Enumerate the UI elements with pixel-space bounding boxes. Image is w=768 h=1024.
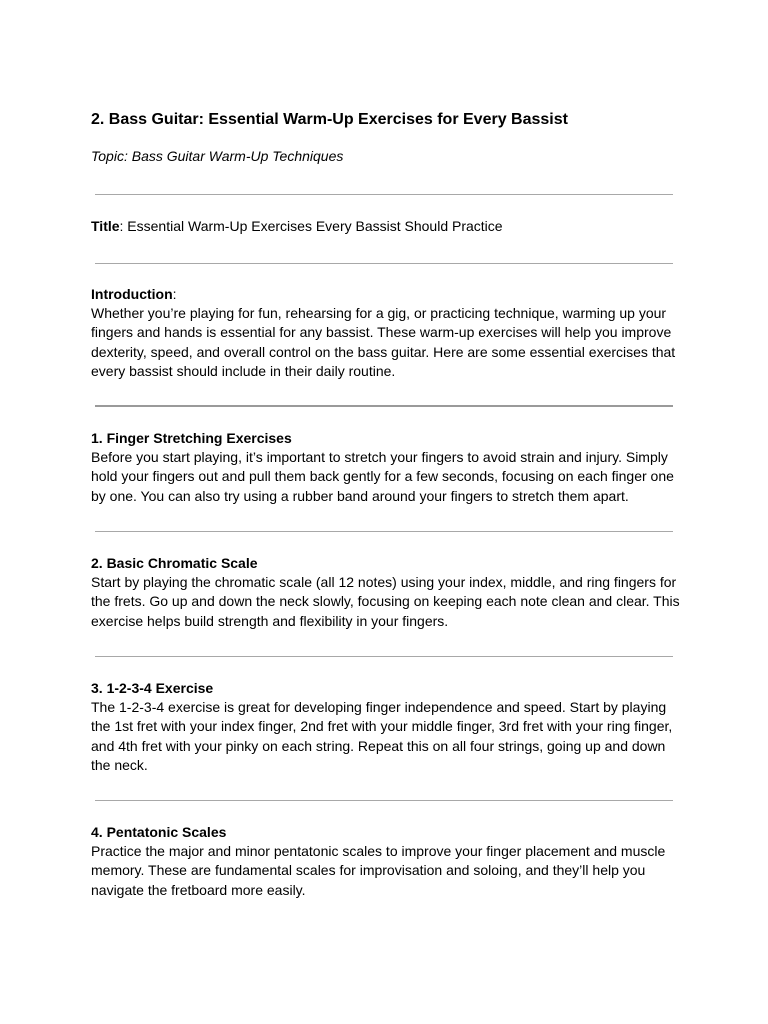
section-block	[91, 823, 681, 900]
divider	[95, 800, 673, 801]
topic-line: Topic: Bass Guitar Warm-Up Techniques	[91, 148, 344, 164]
section-block	[91, 429, 681, 506]
title-label: Title	[91, 218, 120, 234]
divider	[95, 263, 673, 264]
section-text: Start by playing the chromatic scale (all 12 notes) using your index, middle, and ring fingers for the frets. Go up and down the neck slowly, focusing on keeping each note clean and clear. This exercise helps build strength and flexibility in your fingers.	[91, 574, 680, 629]
introduction-label: Introduction	[91, 286, 173, 302]
introduction-heading	[91, 285, 681, 304]
introduction-block	[91, 285, 681, 381]
divider	[95, 531, 673, 532]
section-block	[91, 554, 681, 631]
section-heading: 2. Basic Chromatic Scale	[91, 555, 258, 571]
section-heading: 4. Pentatonic Scales	[91, 824, 227, 840]
title-text: : Essential Warm-Up Exercises Every Bassist Should Practice	[119, 218, 503, 234]
section-heading: 1. Finger Stretching Exercises	[91, 430, 292, 446]
section-block	[91, 679, 681, 775]
title-line	[91, 217, 503, 235]
section-text: Before you start playing, it’s important to stretch your fingers to avoid strain and injury. Simply hold your fingers out and pull them back gently for a few seconds, focusing on each finger one by one. You can also try using a rubber band around your fingers to stretch them apart.	[91, 449, 674, 504]
section-text: Practice the major and minor pentatonic scales to improve your finger placement and muscle memory. These are fundamental scales for improvisation and soloing, and they’ll help you navigate the fretboard more easily.	[91, 843, 666, 898]
divider	[95, 194, 673, 195]
divider	[95, 656, 673, 657]
document-heading: 2. Bass Guitar: Essential Warm-Up Exercises for Every Bassist	[91, 111, 568, 128]
introduction-colon: :	[172, 286, 177, 302]
section-text: The 1-2-3-4 exercise is great for developing finger independence and speed. Start by playing the 1st fret with your index finger, 2nd fret with your middle finger, 3rd fret with your ring finger, and 4th fret with your pinky on each string. Repeat this on all four strings, going up and down the neck.	[91, 699, 673, 773]
divider	[95, 405, 673, 407]
introduction-text: Whether you’re playing for fun, rehearsing for a gig, or practicing technique, warming up your fingers and hands is essential for any bassist. These warm-up exercises will help you improve dexterity, speed, and overall control on the bass guitar. Here are some essential exercises that every bassist should include in their daily routine.	[91, 305, 676, 379]
section-heading: 3. 1-2-3-4 Exercise	[91, 680, 214, 696]
